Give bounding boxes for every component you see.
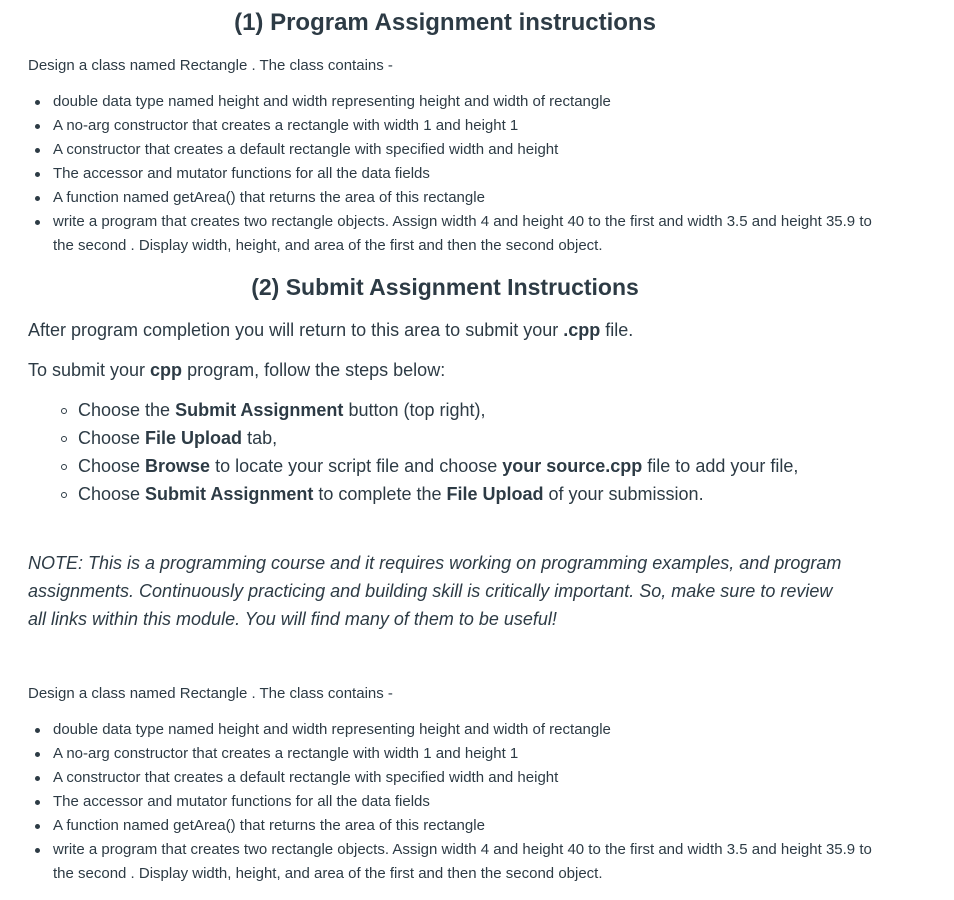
list-item: The accessor and mutator functions for all the data fields (53, 162, 873, 186)
list-item: double data type named height and width representing height and width of rectangle (53, 90, 873, 114)
list-item: The accessor and mutator functions for all the data fields (53, 790, 873, 814)
list-item: double data type named height and width representing height and width of rectangle (53, 718, 873, 742)
list-item: Choose File Upload tab, (78, 424, 878, 452)
list-item: A constructor that creates a default rectangle with specified width and height (53, 138, 873, 162)
list-item: A constructor that creates a default rectangle with specified width and height (53, 766, 873, 790)
class-intro-text-repeat: Design a class named Rectangle . The class contains - (28, 685, 393, 702)
list-item: Choose Browse to locate your script file and choose your source.cpp file to add your file, (78, 452, 878, 480)
list-item: write a program that creates two rectangle objects. Assign width 4 and height 40 to the first and width 3.5 and height 35.9 to the second . Display width, height, and area of the first and then the second object. (53, 838, 873, 886)
program-instructions-heading: (1) Program Assignment instructions (234, 9, 656, 36)
list-item: Choose the Submit Assignment button (top right), (78, 396, 878, 424)
class-intro-text: Design a class named Rectangle . The class contains - (28, 57, 393, 74)
completion-paragraph: After program completion you will return to this area to submit your .cpp file. (28, 320, 634, 340)
list-item: A function named getArea() that returns the area of this rectangle (53, 186, 873, 210)
submit-instructions-heading: (2) Submit Assignment Instructions (251, 274, 639, 300)
list-item: Choose Submit Assignment to complete the File Upload of your submission. (78, 480, 878, 508)
course-note: NOTE: This is a programming course and it requires working on programming examples, and program assignments. Continuously practicing and building skill is critically important. So, make sure to review all links within this module. You will find many of them to be useful! (28, 553, 842, 629)
requirements-list-repeat (28, 718, 873, 886)
list-item: A no-arg constructor that creates a rectangle with width 1 and height 1 (53, 742, 873, 766)
requirements-list (28, 90, 873, 258)
submit-steps-intro: To submit your cpp program, follow the steps below: (28, 360, 446, 380)
list-item: A function named getArea() that returns the area of this rectangle (53, 814, 873, 838)
submit-steps-list (60, 396, 878, 508)
list-item: A no-arg constructor that creates a rectangle with width 1 and height 1 (53, 114, 873, 138)
list-item: write a program that creates two rectangle objects. Assign width 4 and height 40 to the first and width 3.5 and height 35.9 to the second . Display width, height, and area of the first and then the second object. (53, 210, 873, 258)
